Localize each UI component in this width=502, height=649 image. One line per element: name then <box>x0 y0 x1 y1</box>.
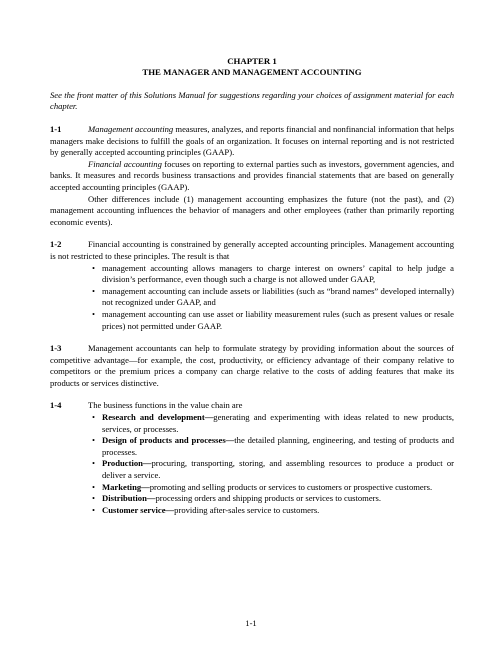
list-item-term: Marketing— <box>102 481 150 492</box>
list-item-text: generating and experimenting with ideas related to new products, services, or processes. <box>102 412 454 434</box>
bullet-icon: • <box>92 412 96 423</box>
answer-1-2 <box>50 239 454 332</box>
list-item <box>50 412 454 435</box>
bullet-icon: • <box>92 435 96 446</box>
bullet-icon: • <box>92 493 96 504</box>
answer-text: focuses on reporting to external parties such as investors, government agencies, and banks. It measures and records business transactions and provides financial statements that are based on generally accepted accounting principles (GAAP). <box>50 158 454 192</box>
bullet-icon: • <box>92 285 96 296</box>
list-item <box>50 263 454 286</box>
list-item-term: Production— <box>102 458 152 469</box>
list-item-text: management accounting can use asset or liability measurement rules (such as present values or resale prices) not permitted under GAAP. <box>102 308 454 331</box>
bullet-icon: • <box>92 504 96 515</box>
list-item <box>50 286 454 309</box>
list-item-text: the detailed planning, engineering, and testing of products and processes. <box>102 435 454 457</box>
chapter-title: THE MANAGER AND MANAGEMENT ACCOUNTING <box>142 67 362 78</box>
answer-1-1-para2 <box>50 159 454 194</box>
bullet-icon: • <box>92 458 96 469</box>
bullet-icon: • <box>92 262 96 273</box>
answer-text: Financial accounting is constrained by generally accepted accounting principles. Management accounting is not restricted to these principles. The result is that <box>50 239 454 261</box>
term-financial-accounting: Financial accounting <box>88 158 162 169</box>
answer-text: measures, analyzes, and reports financial and nonfinancial information that helps managers make decisions to fulfill the goals of an organization. It focuses on internal reporting and is not restricted by generally accepted accounting principles (GAAP). <box>50 124 454 158</box>
bullet-icon: • <box>92 481 96 492</box>
bullet-icon: • <box>92 308 96 319</box>
answer-1-4 <box>50 400 454 516</box>
answer-1-3 <box>50 343 454 389</box>
bullet-list <box>50 263 454 333</box>
page-number: 1-1 <box>245 618 257 628</box>
answer-1-1-para1 <box>50 124 454 159</box>
answer-1-3-para <box>50 343 454 389</box>
list-item <box>50 482 454 494</box>
answer-text: Management accountants can help to formulate strategy by providing information about the sources of competitive advantage—for example, the cost, productivity, or efficiency advantage of their company relative to competitors or the premium prices a company can charge relative to the costs of adding features that make its products or services distinctive. <box>50 343 454 388</box>
list-item <box>50 435 454 458</box>
list-item <box>50 505 454 517</box>
list-item-term: Design of products and processes— <box>102 435 235 446</box>
list-item-text: promoting and selling products or services to customers or prospective customers. <box>149 481 433 492</box>
answer-1-1 <box>50 124 454 228</box>
list-item-term: Customer service— <box>102 504 175 515</box>
term-management-accounting: Management accounting <box>88 124 174 134</box>
answer-1-4-para <box>50 400 454 412</box>
answer-number: 1-4 <box>50 400 62 411</box>
answer-1-1-para3: Other differences include (1) management accounting emphasizes the future (not the past), and (2) management accounting influences the behavior of managers and other employees (rather than primarily reporting economic events). <box>50 193 454 227</box>
list-item-text: procuring, transporting, storing, and assembling resources to produce a product or deliver a service. <box>102 458 454 481</box>
chapter-heading: CHAPTER 1 <box>227 56 277 66</box>
list-item-text: management accounting allows managers to charge interest on owners’ capital to help judge a division’s performance, even though such a charge is not allowed under GAAP, <box>102 262 454 285</box>
list-item-text: providing after-sales service to customers. <box>174 504 320 515</box>
answer-text: The business functions in the value chain are <box>88 400 243 411</box>
list-item <box>50 309 454 332</box>
answer-number: 1-1 <box>50 124 62 134</box>
answer-number: 1-3 <box>50 343 62 354</box>
list-item-text: management accounting can include assets or liabilities (such as “brand names” developed internally) not recognized under GAAP, and <box>102 285 454 308</box>
intro-note: See the front matter of this Solutions Manual for suggestions regarding your choices of assignment material for each chapter. <box>50 89 454 112</box>
list-item-text: processing orders and shipping products or services to customers. <box>155 493 382 504</box>
list-item <box>50 458 454 481</box>
list-item-term: Distribution— <box>102 493 156 504</box>
value-chain-list <box>50 412 454 516</box>
answer-1-2-para <box>50 239 454 262</box>
list-item-term: Research and development— <box>102 412 214 423</box>
document-page <box>50 56 454 516</box>
list-item <box>50 493 454 505</box>
answer-number: 1-2 <box>50 239 62 250</box>
